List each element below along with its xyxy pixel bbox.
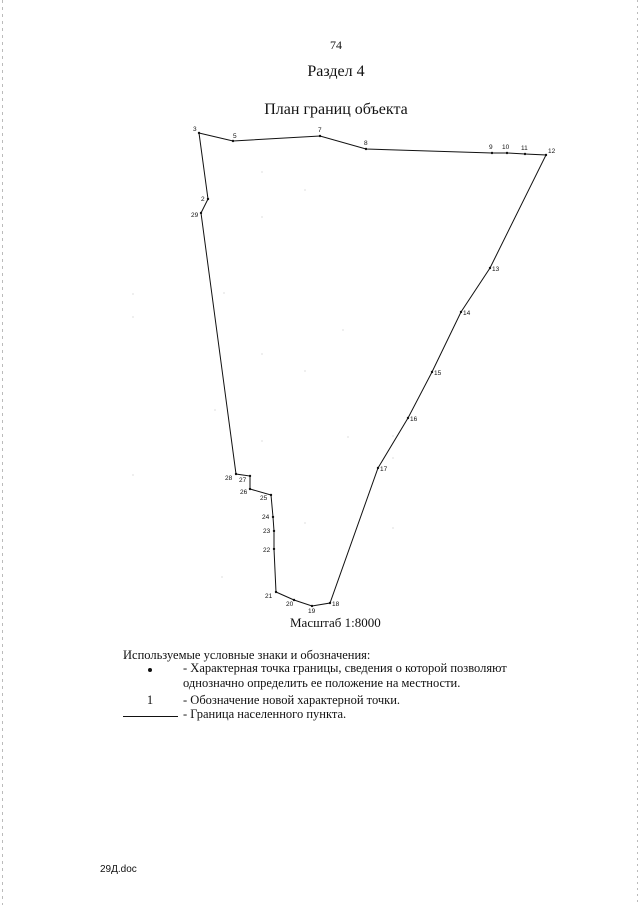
- map-scale: Масштаб 1:8000: [290, 615, 381, 630]
- boundary-point-marker-22: [273, 548, 275, 550]
- legend-header: Используемые условные знаки и обозначения:: [123, 648, 371, 662]
- boundary-point-marker-21: [275, 591, 277, 593]
- boundary-point-marker-16: [407, 417, 409, 419]
- boundary-point-marker-19: [311, 605, 313, 607]
- boundary-point-label-22: 22: [263, 547, 271, 554]
- boundary-point-label-11: 11: [521, 145, 528, 152]
- scan-speckle: [215, 410, 216, 411]
- scan-speckle: [262, 441, 263, 442]
- scan-speckle: [262, 172, 263, 173]
- legend-text-new-point: - Обозначение новой характерной точки.: [183, 693, 401, 707]
- boundary-point-marker-8: [365, 148, 367, 150]
- legend-text-border: - Граница населенного пункта.: [183, 707, 347, 721]
- boundary-point-label-2: 2: [201, 196, 205, 203]
- boundary-point-label-17: 17: [380, 466, 388, 473]
- boundary-point-marker-3: [198, 132, 200, 134]
- boundary-point-marker-12: [545, 154, 547, 156]
- legend-symbol-number: 1: [146, 693, 154, 707]
- boundary-point-label-21: 21: [265, 593, 273, 600]
- boundary-point-label-28: 28: [225, 475, 233, 482]
- boundary-point-marker-13: [489, 267, 491, 269]
- boundary-point-marker-5: [232, 140, 234, 142]
- boundary-point-label-13: 13: [492, 266, 500, 273]
- scan-speckle: [305, 523, 306, 524]
- boundary-point-label-20: 20: [286, 601, 294, 608]
- boundary-point-marker-7: [319, 135, 321, 137]
- boundary-point-marker-15: [431, 371, 433, 373]
- boundary-point-label-9: 9: [489, 144, 493, 151]
- boundary-point-label-15: 15: [434, 370, 442, 377]
- scan-speckle: [262, 354, 263, 355]
- boundary-point-label-27: 27: [239, 477, 247, 484]
- scan-speckle: [133, 475, 134, 476]
- scan-speckle: [393, 528, 394, 529]
- scan-speckle: [222, 577, 223, 578]
- boundary-point-label-14: 14: [463, 310, 471, 317]
- page-number: 74: [330, 38, 342, 52]
- boundary-point-marker-2: [207, 198, 209, 200]
- boundary-point-marker-10: [506, 152, 508, 154]
- settlement-boundary-line: [199, 133, 546, 606]
- scan-speckle: [305, 190, 306, 191]
- scan-speckle: [305, 371, 306, 372]
- boundary-point-label-12: 12: [548, 148, 556, 155]
- boundary-point-label-5: 5: [233, 133, 237, 140]
- legend-symbol-point: [120, 661, 180, 676]
- scan-speckle: [133, 317, 134, 318]
- boundary-point-marker-23: [273, 530, 275, 532]
- boundary-point-label-3: 3: [193, 126, 197, 133]
- legend-text-point: - Характерная точка границы, сведения о которой позволяют однозначно определить ее положение на местности.: [183, 661, 507, 690]
- boundary-point-marker-18: [329, 602, 331, 604]
- boundary-point-label-19: 19: [308, 608, 316, 615]
- boundary-point-marker-24: [272, 516, 274, 518]
- boundary-point-label-25: 25: [260, 495, 268, 502]
- boundary-point-label-24: 24: [262, 514, 270, 521]
- point-marker-icon: [148, 668, 152, 672]
- boundary-point-marker-17: [377, 467, 379, 469]
- plan-title: План границ объекта: [264, 101, 408, 118]
- boundary-point-marker-28: [235, 473, 237, 475]
- boundary-point-marker-9: [491, 152, 493, 154]
- boundary-point-marker-14: [460, 311, 462, 313]
- boundary-point-label-23: 23: [263, 528, 271, 535]
- scan-speckle: [133, 294, 134, 295]
- boundary-point-label-29: 29: [191, 212, 199, 219]
- boundary-point-label-8: 8: [364, 140, 368, 147]
- boundary-point-marker-26: [249, 488, 251, 490]
- boundary-point-label-18: 18: [332, 601, 340, 608]
- boundary-point-label-7: 7: [318, 127, 322, 134]
- boundary-point-marker-29: [200, 212, 202, 214]
- scan-speckle: [348, 437, 349, 438]
- boundary-point-label-26: 26: [240, 489, 248, 496]
- section-title: Раздел 4: [307, 63, 365, 80]
- legend-line-symbol: [123, 716, 178, 717]
- boundary-point-label-10: 10: [502, 144, 510, 151]
- boundary-point-marker-25: [270, 494, 272, 496]
- boundary-point-label-16: 16: [410, 416, 418, 423]
- footer-filename: 29Д.doc: [100, 864, 137, 875]
- scan-speckle: [224, 293, 225, 294]
- boundary-point-marker-11: [524, 153, 526, 155]
- scan-speckle: [262, 217, 263, 218]
- scan-speckle: [393, 436, 394, 437]
- scan-speckle: [393, 458, 394, 459]
- scan-speckle: [343, 330, 344, 331]
- boundary-point-marker-27: [249, 475, 251, 477]
